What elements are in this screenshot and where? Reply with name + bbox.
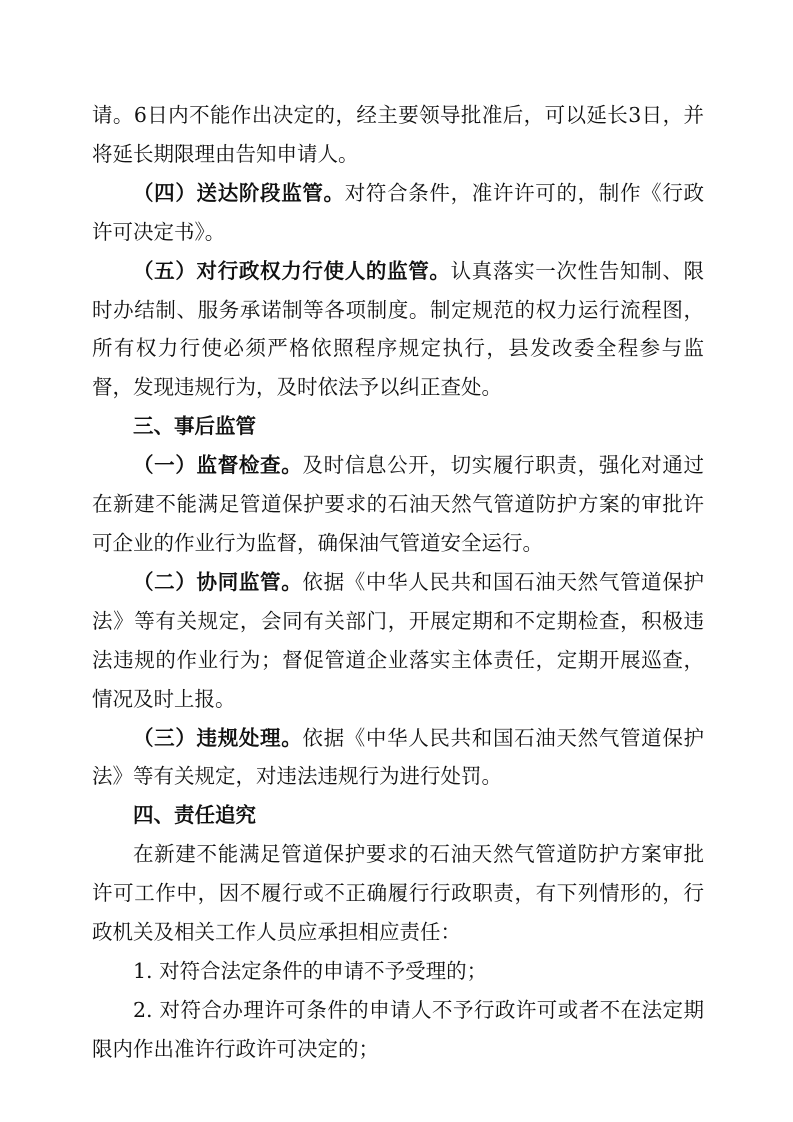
list-item-2 <box>92 991 704 1069</box>
paragraph-joint-supervision <box>92 563 704 719</box>
section-title-accountability: 四、责任追究 <box>133 803 256 828</box>
list-item-text: 1. 对符合法定条件的申请不予受理的； <box>133 958 488 983</box>
paragraph-text: 认真落实一次性告知制、限时办结制、服务承诺制等各项制度。制定规范的权力运行流程图，所有权力行使必须严格依照程序规定执行，县发改委全程参与监督，发现违规行为，及时依法予以纠正查处。 <box>92 258 705 400</box>
paragraph-inspection <box>92 446 704 563</box>
paragraph-accountability-intro <box>92 835 704 952</box>
paragraph-extension-notice <box>92 96 704 174</box>
paragraph-text: 依据《中华人民共和国石油天然气管道保护法》等有关规定，会同有关部门，开展定期和不定期检查，积极违法违规的作业行为；督促管道企业落实主体责任，定期开展巡查，情况及时上报。 <box>92 569 705 711</box>
section-title-post-supervision: 三、事后监管 <box>133 414 256 439</box>
paragraph-text: 依据《中华人民共和国石油天然气管道保护法》等有关规定，对违法违规行为进行处罚。 <box>92 725 705 789</box>
paragraph-text: 对符合条件，准许许可的，制作《行政许可决定书》。 <box>92 180 705 244</box>
paragraph-text: 请。6日内不能作出决定的，经主要领导批准后，可以延长3日，并将延长期限理由告知申请人。 <box>92 103 704 166</box>
paragraph-heading: （一）监督检查。 <box>133 453 303 478</box>
document-body <box>92 96 704 1069</box>
paragraph-text: 在新建不能满足管道保护要求的石油天然气管道防护方案审批许可工作中，因不履行或不正确履行行政职责，有下列情形的，行政机关及相关工作人员应承担相应责任： <box>92 842 704 945</box>
list-item-text: 2. 对符合办理许可条件的申请人不予行政许可或者不在法定期限内作出准许行政许可决定的； <box>92 997 704 1061</box>
paragraph-heading: （二）协同监管。 <box>133 569 303 594</box>
paragraph-heading: （四）送达阶段监管。 <box>133 180 345 205</box>
paragraph-violation-handling <box>92 719 704 797</box>
list-item-1 <box>92 952 704 991</box>
paragraph-text: 及时信息公开，切实履行职责，强化对通过在新建不能满足管道保护要求的石油天然气管道防护方案的审批许可企业的作业行为监督，确保油气管道安全运行。 <box>92 453 705 555</box>
paragraph-power-holder-supervision <box>92 252 704 408</box>
paragraph-heading: （三）违规处理。 <box>133 725 303 750</box>
paragraph-heading: （五）对行政权力行使人的监管。 <box>133 258 451 283</box>
paragraph-delivery-supervision <box>92 174 704 252</box>
